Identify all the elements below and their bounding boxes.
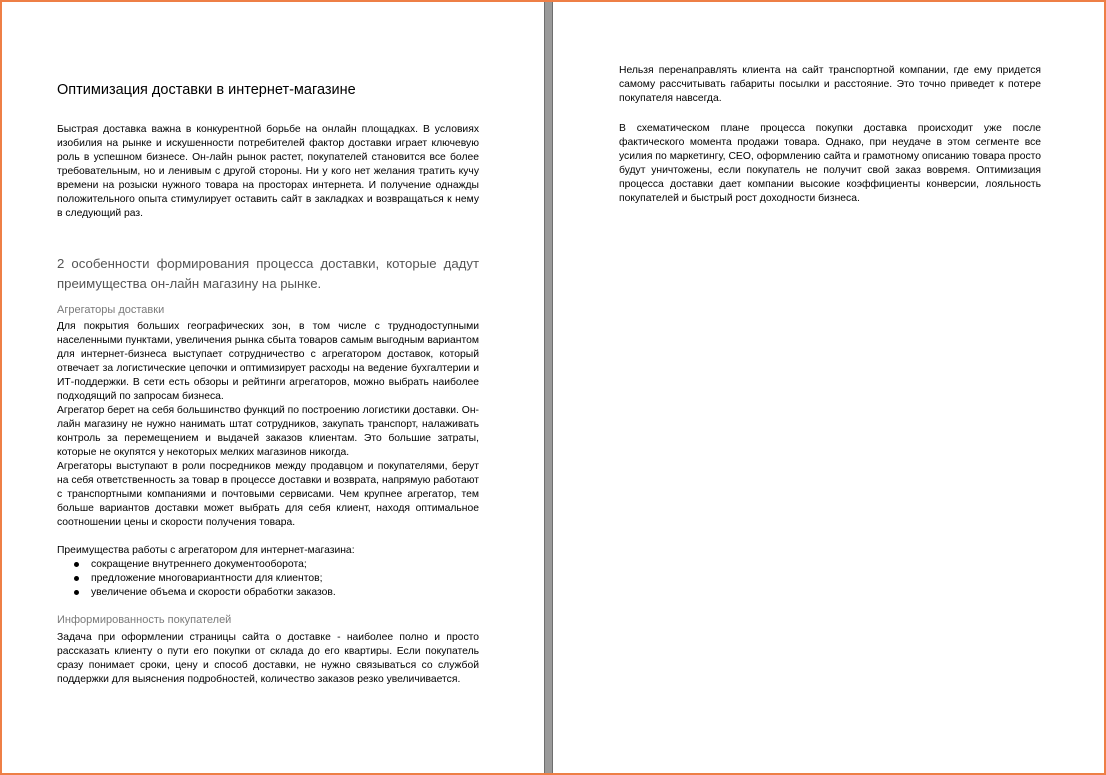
aggregators-paragraph-3: Агрегаторы выступают в роли посредников между продавцом и покупателями, берут на себя ответственность за товар в процессе доставки и возврата, напрямую работают с транспортными компаниями и почтовыми сервисами. Чем крупнее агрегатор, тем больше вариантов доставки может выбрать для себя клиент, находя оптимальное соотношении цены и скорости получения товара. bbox=[57, 461, 479, 528]
document-title: Оптимизация доставки в интернет-магазине bbox=[57, 82, 356, 98]
bullet-icon bbox=[74, 562, 79, 567]
aggregators-paragraph-2: Агрегатор берет на себя большинство функций по построению логистики доставки. Он-лайн магазину не нужно нанимать штат сотрудников, закупать транспорт, налаживать контроль за перемещением и выдачей заказов клиентам. Это большие затраты, которые не окупятся у некоторых мелких магазинов никогда. bbox=[57, 405, 479, 458]
document-page-1[interactable] bbox=[2, 2, 544, 773]
list-item-text: увеличение объема и скорости обработки заказов. bbox=[91, 587, 336, 598]
aggregators-paragraph-1: Для покрытия больших географических зон, в том числе с труднодоступными населенными пунктами, увеличения рынка сбыта товаров самым выгодным вариантом для интернет-бизнеса выступает сотрудничество с агрегатором доставок, который отвечает за логистические цепочки и оптимизирует расходы на ведение бухгалтерии и ИТ-поддержки. В сети есть обзоры и рейтинги агрегаторов, можно выбрать наиболее подходящий по запросам бизнеса. bbox=[57, 321, 479, 402]
list-item-text: предложение многовариантности для клиентов; bbox=[91, 573, 323, 584]
list-item bbox=[57, 586, 479, 600]
list-item bbox=[57, 572, 479, 586]
page-1-body bbox=[57, 123, 479, 687]
intro-paragraph: Быстрая доставка важна в конкурентной борьбе на онлайн площадках. В условиях изобилия на рынке и искушенности потребителей фактор доставки играет ключевую роль в успешном бизнесе. Он-лайн рынок растет, покупателей становится все более требовательным, но и ленивым с другой стороны. Ни у кого нет желания тратить кучу времени на розыски нужного товара на просторах интернета. И получение однажды положительного опыта стимулирует оставить сайт в закладках и возвращаться к нему в следующий раз. bbox=[57, 124, 479, 219]
page-2-paragraph-2: В схематическом плане процесса покупки доставка происходит уже после фактического момента продажи товара. Однако, при неудаче в этом сегменте все усилия по маркетингу, СЕО, оформлению сайта и грамотному описанию товара просто будут уничтожены, если покупатель не получит свой заказ вовремя. Оптимизация процесса доставки дает компании высокие коэффициенты конверсии, лояльность покупателей и быстрый рост доходности бизнеса. bbox=[619, 123, 1041, 204]
awareness-paragraph: Задача при оформлении страницы сайта о доставке - наиболее полно и просто рассказать клиенту о пути его покупки от склада до его квартиры. Если покупатель сразу понимает сроки, цену и способ доставки, не нужно связываться со службой поддержки для выяснения подробностей, количество заказов резко увеличивается. bbox=[57, 632, 479, 685]
awareness-heading: Информированность покупателей bbox=[57, 614, 232, 626]
advantages-list bbox=[57, 558, 479, 600]
section-title: 2 особенности формирования процесса доставки, которые дадут преимущества он-лайн магазину на рынке. bbox=[57, 256, 479, 291]
page-2-body bbox=[619, 64, 1041, 206]
bullet-icon bbox=[74, 590, 79, 595]
page-2-paragraph-1: Нельзя перенаправлять клиента на сайт транспортной компании, где ему придется самому рассчитывать габариты посылки и расстояние. Это точно приведет к потере покупателя навсегда. bbox=[619, 65, 1041, 104]
advantages-intro: Преимущества работы с агрегатором для интернет-магазина: bbox=[57, 545, 355, 556]
document-page-2[interactable] bbox=[553, 2, 1104, 773]
list-item-text: сокращение внутреннего документооборота; bbox=[91, 559, 307, 570]
list-item bbox=[57, 558, 479, 572]
page-separator bbox=[544, 2, 553, 773]
aggregators-heading: Агрегаторы доставки bbox=[57, 304, 165, 316]
bullet-icon bbox=[74, 576, 79, 581]
